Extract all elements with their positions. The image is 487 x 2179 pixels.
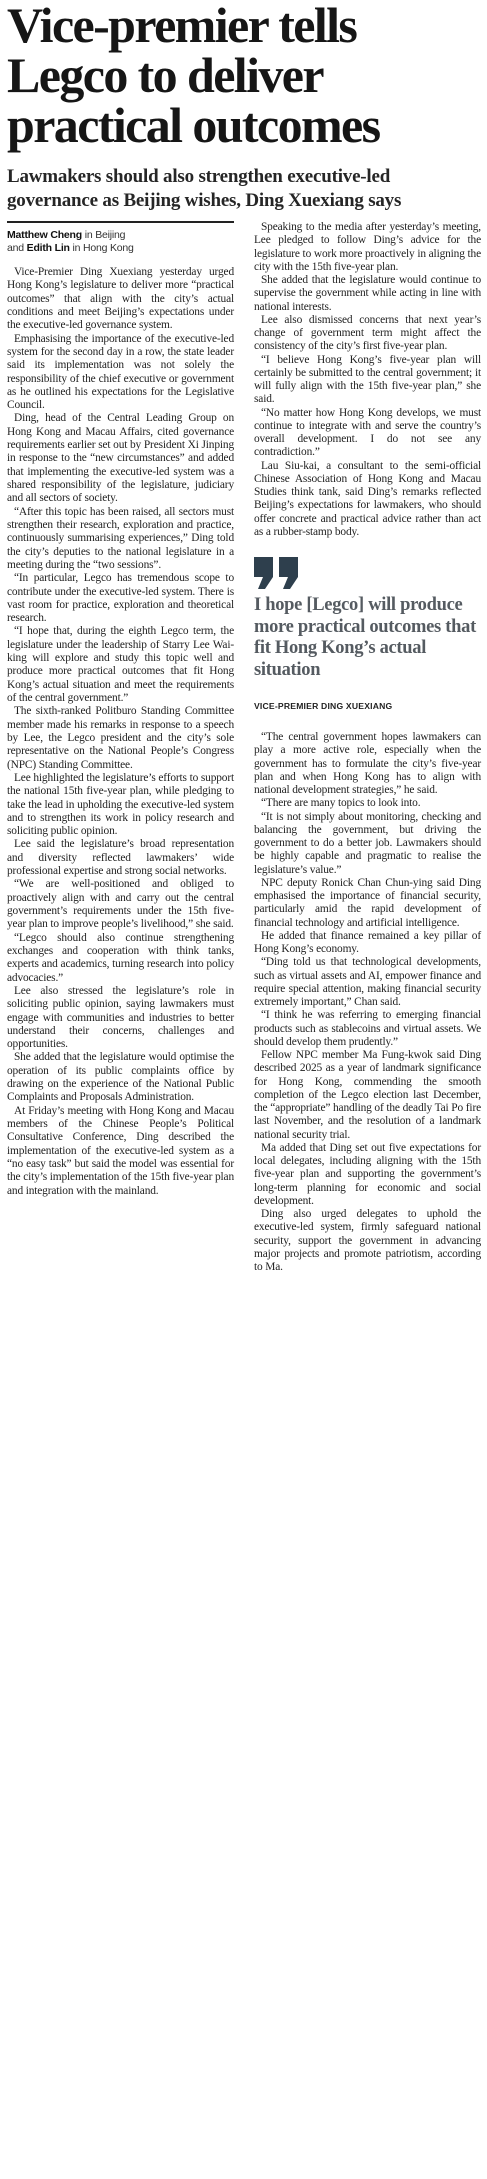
article-paragraph: Lee highlighted the legislature’s efforts to support the national 15th five-year plan, while pledging to take the lead in upholding the executive-led system and to strengthen its work in policy research and soliciting public opinion. <box>7 771 234 838</box>
article-paragraph: “We are well-positioned and obliged to proactively align with and carry out the central government’s requirements under the 15th five-year plan to improve people’s livelihood,” she said. <box>7 878 234 931</box>
headline: Vice-premier tells Legco to deliver practical outcomes <box>7 0 380 153</box>
author-location: in Beijing <box>81 229 126 241</box>
byline-connector: and <box>7 241 27 254</box>
author-location: in Hong Kong <box>69 241 134 254</box>
article-paragraph: Fellow NPC member Ma Fung-kwok said Ding described 2025 as a year of landmark significance for Hong Kong, commending the smooth completion of the Legco election last December, the “appropriate” handling of the deadly Tai Po fire last November, and the resolution of a landmark national security trial. <box>254 1049 481 1141</box>
article-paragraph: Lee also dismissed concerns that next year’s change of government term might affect the consistency of the city’s first five-year plan. <box>254 313 481 353</box>
article-paragraph: Lee also stressed the legislature’s role in soliciting public opinion, saying lawmakers must engage with communities and industries to better understand their concerns, challenges and opportunities. <box>7 984 234 1051</box>
article-paragraph: “I believe Hong Kong’s five-year plan will certainly be submitted to the central government; it will fully align with the 15th five-year plan,” she said. <box>254 353 481 406</box>
article-paragraph: Lau Siu-kai, a consultant to the semi-official Chinese Association of Hong Kong and Macau Studies think tank, said Ding’s remarks reflected Beijing’s expectations for lawmakers, who should offer concrete and practical advice rather than act as a rubber-stamp body. <box>254 459 481 538</box>
article-paragraph: Ding also urged delegates to uphold the executive-led system, firmly safeguard national security, support the government in advancing major projects and promote patriotism, according to Ma. <box>254 1208 481 1273</box>
body-text <box>254 731 481 1274</box>
author-name: Edith Lin <box>26 241 70 254</box>
article-paragraph: “In particular, Legco has tremendous scope to contribute under the executive-led system. There is vast room for practice, exploration and theoretical research. <box>7 572 234 625</box>
subheadline: Lawmakers should also strengthen executive-led governance as Beijing wishes, Ding Xuexiang says <box>7 166 402 211</box>
body-text <box>7 266 234 1198</box>
pull-quote-attribution: VICE-PREMIER DING XUEXIANG <box>254 701 393 711</box>
byline <box>7 229 234 254</box>
article-paragraph: NPC deputy Ronick Chan Chun-ying said Ding emphasised the importance of financial security, particularly amid the rapid development of financial technology and artificial intelligence. <box>254 876 481 929</box>
body-text <box>254 221 481 539</box>
article-paragraph: She added that the legislature would continue to supervise the government while acting in line with national interests. <box>254 274 481 313</box>
article-paragraph: Ding, head of the Central Leading Group on Hong Kong and Macau Affairs, cited governance requirements earlier set out by President Xi Jinping in response to the “new circumstances” and added that implementing the executive-led system was a shared responsibility of the legislature, judiciary and all sectors of society. <box>7 412 234 505</box>
pull-quote-box <box>254 557 481 711</box>
article-paragraph: “Legco should also continue strengthening exchanges and cooperation with think tanks, experts and academics, turning research into policy advocacies.” <box>7 931 234 984</box>
pull-quote-text: I hope [Legco] will produce more practical outcomes that fit Hong Kong’s actual situation <box>254 595 476 680</box>
article-paragraph: “The central government hopes lawmakers can play a more active role, especially when the government has to formulate the city’s five-year plan and when Hong Kong has to align with national development strategies,” he said. <box>254 731 481 796</box>
article-paragraph: “I hope that, during the eighth Legco term, the legislature under the leadership of Starry Lee Wai-king will explore and study this topic well and produce more practical outcomes that fit Hong Kong’s actual situation and meet the requirements of the central government.” <box>7 625 234 704</box>
article-paragraph: Emphasising the importance of the executive-led system for the second day in a row, the state leader said its implementation was not solely the responsibility of the chief executive or government as he outlined his expectations for the Legislative Council. <box>7 332 234 412</box>
article-paragraph: Vice-Premier Ding Xuexiang yesterday urged Hong Kong’s legislature to deliver more “practical outcomes” that align with the city’s actual conditions and meet Beijing’s expectations under the executive-led governance system. <box>7 266 234 332</box>
article-paragraph: “After this topic has been raised, all sectors must strengthen their research, exploration and practice, continuously summarising experiences,” Ding told the city’s deputies to the national legislature in a meeting during the “two sessions”. <box>7 505 234 571</box>
article-paragraph: “No matter how Hong Kong develops, we must continue to integrate with and serve the country’s overall development. I do not see any contradiction.” <box>254 406 481 459</box>
left-column <box>7 221 234 2167</box>
author-name: Matthew Cheng <box>7 229 82 241</box>
article-paragraph: “There are many topics to look into. <box>261 797 421 810</box>
right-column <box>254 221 481 1274</box>
article-paragraph: “Ding told us that technological developments, such as virtual assets and AI, empower finance and require special attention, making financial security extremely important,” Chan said. <box>254 956 481 1008</box>
byline-rule <box>7 221 234 223</box>
article-paragraph: Lee said the legislature’s broad representation and diversity reflected lawmakers’ wide professional expertise and strong social networks. <box>7 838 234 878</box>
quote-mark-icon <box>254 557 300 589</box>
article-paragraph: She added that the legislature would optimise the operation of its public complaints office by drawing on the experience of the National Public Complaints and Proposals Administration. <box>7 1051 234 1104</box>
article-paragraph: Speaking to the media after yesterday’s meeting, Lee pledged to follow Ding’s advice for the legislature to work more proactively in aligning the city with the 15th five-year plan. <box>254 221 481 273</box>
article-paragraph: Ma added that Ding set out five expectations for local delegates, including aligning with the 15th five-year plan and supporting the government’s long-term planning for economic and social development. <box>254 1141 481 1207</box>
article-paragraph: “It is not simply about monitoring, checking and balancing the government, but driving the government to do a better job. Lawmakers should be highly capable and pragmatic to realise the legislature’s value.” <box>254 810 481 876</box>
article-paragraph: “I think he was referring to emerging financial products such as stablecoins and virtual assets. We should develop them prudently.” <box>254 1009 481 1048</box>
article-paragraph: At Friday’s meeting with Hong Kong and Macau members of the Chinese People’s Political Consultative Conference, Ding described the implementation of the executive-led system as a “no easy task” but said the model was essential for the city’s implementation of the 15th five-year plan and integration with the mainland. <box>7 1104 234 1197</box>
article-paragraph: He added that finance remained a key pillar of Hong Kong’s economy. <box>254 929 481 955</box>
article-paragraph: The sixth-ranked Politburo Standing Committee member made his remarks in response to a speech by Lee, the Legco president and the city’s sole representative on the National People’s Congress (NPC) Standing Committee. <box>7 705 234 771</box>
